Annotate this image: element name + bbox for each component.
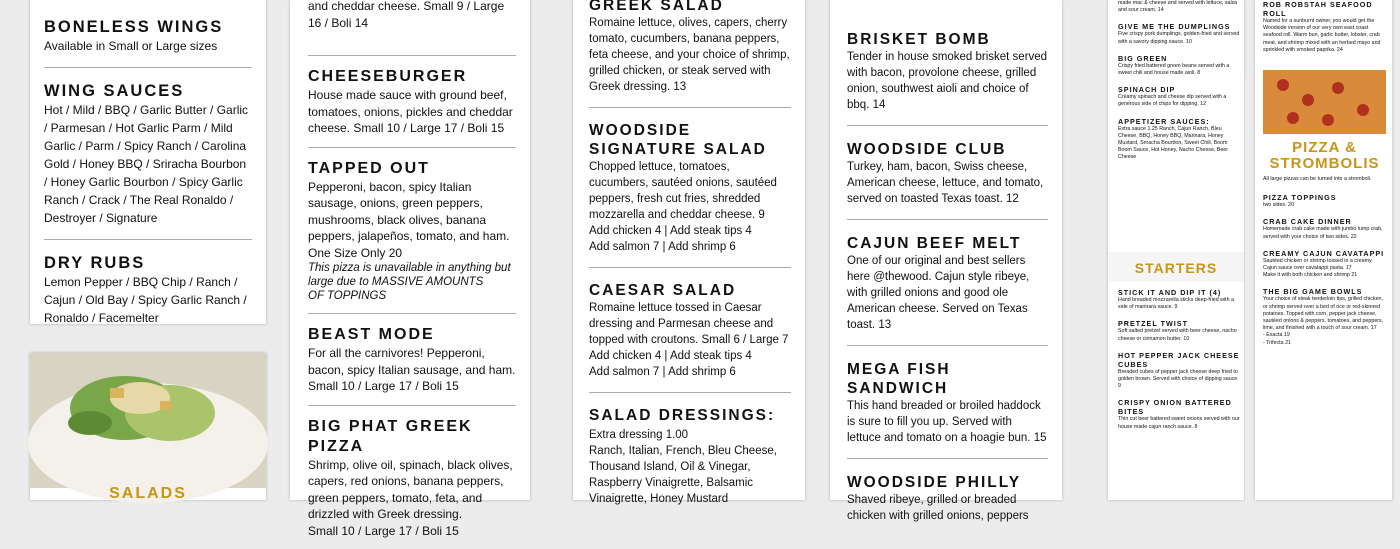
beast-mode-title: BEAST MODE [308,325,516,345]
spinach-dip-section [1118,85,1241,116]
boneless-wings-section [44,18,252,67]
divider [847,345,1048,346]
caesar-salad-add1: Add chicken 4 | Add steak tips 4 [589,348,791,364]
salad-dressings-extra: Extra dressing 1.00 [589,429,688,441]
crab-cake-section [1263,217,1386,248]
salad-dressings-section [589,406,791,519]
divider [589,392,791,393]
pizza-toppings-desc: two sides. 20 [1263,202,1386,209]
divider [44,67,252,68]
salads-image-card [30,353,266,500]
dry-rubs-section [44,254,252,339]
prev-starter-tail [1118,0,1241,22]
onion-bites-desc: Thin cut beer battered sweet onions served with our house made cajun ranch sauce. 8 [1118,416,1241,430]
dumplings-title: GIVE ME THE DUMPLINGS [1118,22,1241,31]
greek-salad-title: GREEK SALAD [589,0,791,15]
cajun-beef-melt-title: CAJUN BEEF MELT [847,234,1048,253]
onion-bites-title: CRISPY ONION BATTERED BITES [1118,398,1241,416]
divider [44,239,252,240]
onion-bites-section [1118,398,1241,438]
divider [847,125,1048,126]
spinach-dip-title: SPINACH DIP [1118,85,1241,94]
cavatappi-desc: Sautéed chicken or shrimp tossed in a creamy Cajun sauce over cavatappi pasta. 17 [1263,258,1386,272]
divider [308,313,516,314]
game-bowls-desc: Your choice of steak tenderloin tips, grilled chicken, or shrimp served over a bed of rice or red-skinned potatoes. Topped with corn, pepper jack cheese, sautéed onions & peppers, tomatoes, and peppers, lime, and finished with a touch of sour cream. 17 [1263,296,1386,332]
mega-fish-desc: This hand breaded or broiled haddock is sure to fill you up. Served with lettuce and tomato on a hoagie bun. 15 [847,398,1048,446]
woodside-club-title: WOODSIDE CLUB [847,140,1048,159]
pizza-caption-line2: STROMBOLIS [1263,156,1386,172]
pizza-caption-line1: PIZZA & [1263,140,1386,156]
appetizer-sauces-section [1118,117,1241,170]
seafood-roll-title: ROB ROBSTAH SEAFOOD ROLL [1263,0,1386,18]
cajun-beef-melt-section [847,234,1048,345]
pretzel-section [1118,319,1241,350]
game-bowls-opt1: - Exacta 19 [1263,332,1386,339]
cavatappi-title: CREAMY CAJUN CAVATAPPI [1263,249,1386,258]
big-green-desc: Crispy fried battered green beans served with a sweet chili and house made aioli. 8 [1118,63,1241,77]
jack-cubes-section [1118,351,1241,399]
big-phat-greek-title: BIG PHAT GREEK PIZZA [308,417,516,457]
wing-sauces-desc: Hot / Mild / BBQ / Garlic Butter / Garlic / Parmesan / Hot Garlic Parm / Mild Garlic / Parm / Spicy Ranch / Carolina Gold / Honey BBQ / Sriracha Bourbon / Honey Garlic Bourbon / Spicy Garlic Ranch / Crack / The Real Ronaldo / Destroyer / Signature [44,101,252,227]
cajun-beef-melt-desc: One of our original and best sellers here @thewood. Cajun style ribeye, with grilled onions and good ole American cheese. Served on Texas toast. 13 [847,253,1048,333]
salad-dressings-title: SALAD DRESSINGS: [589,407,775,424]
wing-sauces-title: WING SAUCES [44,82,252,101]
pizza-toppings-section [1263,193,1386,217]
tapped-out-note-2: OF TOPPINGS [308,289,516,303]
woodside-salad-section [589,121,791,267]
cavatappi-section [1263,249,1386,288]
entrees-panel [1255,0,1392,500]
appetizer-sauces-title: APPETIZER SAUCES: [1118,117,1241,126]
prev-item-tail [308,0,516,41]
big-phat-greek-price: Small 10 / Large 17 / Boli 15 [308,523,516,540]
salad-illustration [30,353,266,488]
brisket-bomb-section [847,30,1048,125]
woodside-salad-title: WOODSIDE SIGNATURE SALAD [589,121,791,159]
pizza-photo [1263,70,1386,134]
salads-panel [573,0,805,500]
jack-cubes-title: HOT PEPPER JACK CHEESE CUBES [1118,351,1241,369]
woodside-club-section [847,140,1048,219]
pizza-illustration [1263,70,1386,134]
divider [308,147,516,148]
seafood-roll-desc: Named for a sunburnt owner, you would get the Woodside version of our very own east coast seafood roll. Warm bun, garlic butter, lobster, crab meat, and shrimp mixed with an herbed mayo and sprinkled with smoked paprika. 24 [1263,18,1386,54]
pretzel-desc: Soft salted pretzel served with beer cheese, nacho cheese or cinnamon butter. 10 [1118,328,1241,342]
tapped-out-title: TAPPED OUT [308,159,516,179]
woodside-salad-desc: Chopped lettuce, tomatoes, cucumbers, sautéed onions, sautéed peppers, fresh cut fries, shredded mozzarella and cheddar cheese. 9 [589,159,791,223]
stick-it-title: STICK IT AND DIP IT (4) [1118,288,1241,297]
woodside-salad-add1: Add chicken 4 | Add steak tips 4 [589,223,791,239]
woodside-salad-add2: Add salmon 7 | Add shrimp 6 [589,239,791,255]
wings-panel [30,0,266,324]
brisket-bomb-desc: Tender in house smoked brisket served with bacon, provolone cheese, grilled onion, southwest aioli and choice of bbq. 14 [847,49,1048,113]
caesar-salad-add2: Add salmon 7 | Add shrimp 6 [589,364,791,380]
divider [847,458,1048,459]
cavatappi-make: Make it with both chicken and shrimp 21 [1263,272,1386,279]
dry-rubs-title: DRY RUBS [44,254,252,273]
big-phat-greek-desc: Shrimp, olive oil, spinach, black olives, capers, red onions, banana peppers, green peppers, tomato, feta, and drizzled with Greek dressing. [308,457,516,523]
jack-cubes-desc: Breaded cubes of pepper jack cheese deep fried to golden brown. Served with choice of dipping sauce. 9 [1118,369,1241,391]
pizza-note: All large pizzas can be turned into a stromboli. [1263,176,1386,183]
greek-salad-desc: Romaine lettuce, olives, capers, cherry tomato, cucumbers, banana peppers, feta cheese, and your choice of shrimp, grilled chicken, or steak served with Greek dressing. 13 [589,15,791,95]
dumplings-desc: Five crispy pork dumplings, golden-fried and served with a savory dipping sauce. 10 [1118,31,1241,45]
game-bowls-opt2: - Trifecta 21 [1263,340,1386,347]
woodside-philly-desc: Shaved ribeye, grilled or breaded chicken with grilled onions, peppers [847,492,1048,524]
stick-it-desc: Hand breaded mozzarella sticks deep-fried with a side of marinara sauce. 9 [1118,297,1241,311]
prev-item-desc: and cheddar cheese. Small 9 / Large 16 / Boli 14 [308,0,516,31]
mega-fish-section [847,360,1048,458]
divider [308,55,516,56]
spinach-dip-desc: Creamy spinach and cheese dip served with a generous side of chips for dipping. 12 [1118,94,1241,108]
caesar-salad-desc: Romaine lettuce tossed in Caesar dressing and Parmesan cheese and topped with croutons. Small 6 / Large 7 [589,300,791,348]
cheeseburger-desc: House made sauce with ground beef, tomatoes, onions, pickles and cheddar cheese. Small 10 / Large 17 / Boli 15 [308,87,516,137]
starters-caption: STARTERS [1108,252,1244,282]
divider [589,107,791,108]
woodside-philly-title: WOODSIDE PHILLY [847,473,1048,492]
wing-sauces-section [44,82,252,239]
beast-mode-desc: For all the carnivores! Pepperoni, bacon, spicy Italian sausage, and ham. Small 10 / Large 17 / Boli 15 [308,345,516,395]
divider [308,405,516,406]
game-bowls-section [1263,287,1386,354]
beast-mode-section [308,325,516,405]
divider [847,219,1048,220]
tapped-out-desc: Pepperoni, bacon, spicy Italian sausage, onions, green peppers, mushrooms, black olives, banana peppers, jalapeños, tomato, and ham. One Size Only 20 [308,179,516,262]
dry-rubs-desc: Lemon Pepper / BBQ Chip / Ranch / Cajun / Old Bay / Spicy Garlic Ranch / Ronaldo / Facemelter [44,273,252,327]
big-green-section [1118,54,1241,85]
tapped-out-section [308,159,516,314]
pizza-panel [290,0,530,500]
stick-it-section [1118,288,1241,319]
tapped-out-note: This pizza is unavailable in anything but large due to MASSIVE AMOUNTS [308,261,516,289]
crab-cake-desc: Homemade crab cake made with jumbo lump crab, served with your choice of two sides. 22 [1263,226,1386,240]
cheeseburger-title: CHEESEBURGER [308,67,516,87]
starters-list [1118,288,1241,439]
woodside-philly-section [847,473,1048,536]
game-bowls-title: THE BIG GAME BOWLS [1263,287,1386,296]
big-phat-greek-section [308,417,516,549]
prev-starter-desc: made mac & cheese and served with lettuce, salsa and sour cream. 14 [1118,0,1241,14]
crab-cake-title: CRAB CAKE DINNER [1263,217,1386,226]
seafood-roll-section [1263,0,1386,62]
boneless-wings-desc: Available in Small or Large sizes [44,37,252,55]
boneless-wings-title: BONELESS WINGS [44,18,252,37]
cheeseburger-section [308,67,516,147]
brisket-bomb-title: BRISKET BOMB [847,30,1048,49]
woodside-club-desc: Turkey, ham, bacon, Swiss cheese, American cheese, lettuce, and tomato, served on toasted Texas toast. 12 [847,159,1048,207]
greek-salad-section [589,0,791,107]
caesar-salad-title: CAESAR SALAD [589,281,791,300]
pretzel-title: PRETZEL TWIST [1118,319,1241,328]
mega-fish-title: MEGA FISH SANDWICH [847,360,1048,398]
pizza-toppings-title: PIZZA TOPPINGS [1263,193,1386,202]
big-green-title: BIG GREEN [1118,54,1241,63]
salads-caption: SALADS [30,485,266,503]
divider [589,267,791,268]
panel-gap [1245,78,1255,500]
starters-panel [1108,0,1244,500]
caesar-salad-section [589,281,791,392]
dumplings-section [1118,22,1241,53]
appetizer-sauces-desc: Extra sauce 1.25 Ranch, Cajun Ranch, Bleu Cheese, BBQ, Honey BBQ, Marinara, Honey Mustard, Sriracha Bourbon, Sweet Chili, Boom Boom Sauce, Hot Honey, Nacho Cheese, Beer Cheese [1118,126,1241,162]
salad-dressings-list: Ranch, Italian, French, Bleu Cheese, Thousand Island, Oil & Vinegar, Raspberry Vinaigrette, Balsamic Vinaigrette, Honey Mustard [589,443,791,507]
sandwiches-panel [830,0,1062,500]
salad-photo [30,353,266,488]
